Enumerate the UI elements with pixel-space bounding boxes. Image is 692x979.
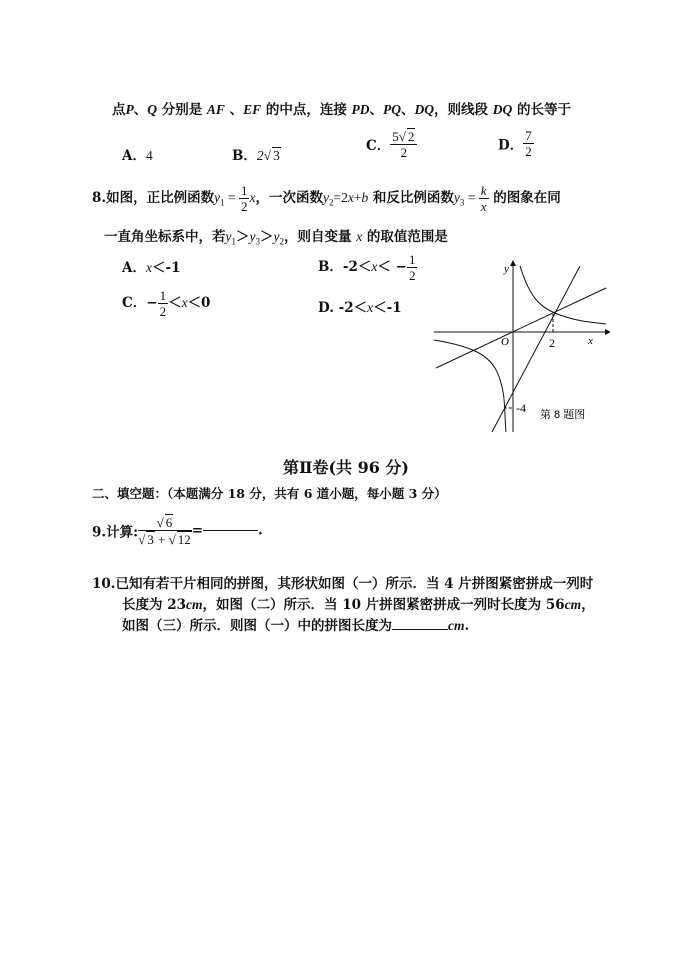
x-axis-arrow <box>605 329 610 335</box>
fill-in-blank-header: 二、填空题：（本题满分 18 分，共有 6 道小题，每小题 3 分） <box>92 486 447 501</box>
q10-answer-blank[interactable] <box>392 629 448 630</box>
hyperbola-branch-right <box>520 266 606 324</box>
q8-function-graph <box>430 258 610 434</box>
line-y1-proportional <box>436 288 606 368</box>
q9-answer-blank[interactable] <box>203 530 258 531</box>
x-axis-label: x <box>588 335 593 347</box>
y-axis-label: y <box>504 263 509 275</box>
q7-c-fraction: $\frac{5√ 2}{2}$ <box>390 128 417 160</box>
y-axis-arrow <box>510 260 516 266</box>
q7-d-fraction: $\frac{7}{2}$ <box>525 128 532 159</box>
q10-line2: 长度为 23cm，如图（二）所示．当 10 片拼图紧密拼成一列时长度为 56cm， <box>122 597 595 613</box>
origin-label: O <box>501 336 509 348</box>
q10-line3: 如图（三）所示．则图（一）中的拼图长度为 cm. <box>122 618 470 634</box>
q8-stem-line2: 一直角坐标系中，若$y_1>y_3>y_2$，则自变量 x 的取值范围是 <box>104 229 448 247</box>
figure-caption: 第 8 题图 <box>540 409 586 421</box>
q8-option-c[interactable]: C．− $\frac{1}{2}$ ＜x＜0 <box>122 288 211 319</box>
hyperbola-branch-left <box>434 340 506 432</box>
q9-fraction: $\frac{√ 6}{√ 3 + √ 12}$ <box>138 515 191 547</box>
q7-option-d[interactable]: D． $\frac{7}{2}$ <box>498 128 532 159</box>
tick-label-2: 2 <box>549 336 555 350</box>
q8-b-fraction: $\frac{1}{2}$ <box>408 252 416 283</box>
q8-option-a[interactable]: A．x＜-1 <box>122 260 181 276</box>
tick-label-neg4: -4 <box>516 401 526 415</box>
q7-option-a[interactable]: A．4 <box>122 148 153 164</box>
q8-option-b[interactable]: B．-2＜x＜ − $\frac{1}{2}$ <box>318 252 416 283</box>
section-2-title: 第Ⅱ卷(共 96 分) <box>282 458 410 477</box>
q7-option-c[interactable]: C． $\frac{5√ 2}{2}$ <box>366 128 417 160</box>
q8-c-fraction: $\frac{1}{2}$ <box>159 288 167 319</box>
q8-stem-line1: 8.如图，正比例函数$y_1$ = $\frac{1}{2}$ x，一次函数$y_2=2x+b$ 和反比例函数$y_3$ = $\frac{k}{x}$ 的图象在同 <box>92 183 561 214</box>
q7-stem: 点P、Q 分别是 AF 、EF 的中点，连接 PD、PQ、DQ，则线段 DQ 的长等于 <box>112 102 571 118</box>
line-y2-linear <box>492 266 580 432</box>
q8-half-fraction: $\frac{1}{2}$ <box>240 183 248 214</box>
q10-line1: 10.已知有若干片相同的拼图，其形状如图（一）所示．当 4 片拼图紧密拼成一列时 <box>92 576 594 592</box>
q7-option-b[interactable]: B．2√ 3 <box>232 148 280 164</box>
q8-option-d[interactable]: D. -2＜x＜-1 <box>318 300 402 316</box>
q9-row: 9.计算: $\frac{√ 6}{√ 3 + √ 12}$ = . <box>92 515 263 547</box>
q8-k-over-x-fraction: $\frac{k}{x}$ <box>480 183 487 214</box>
